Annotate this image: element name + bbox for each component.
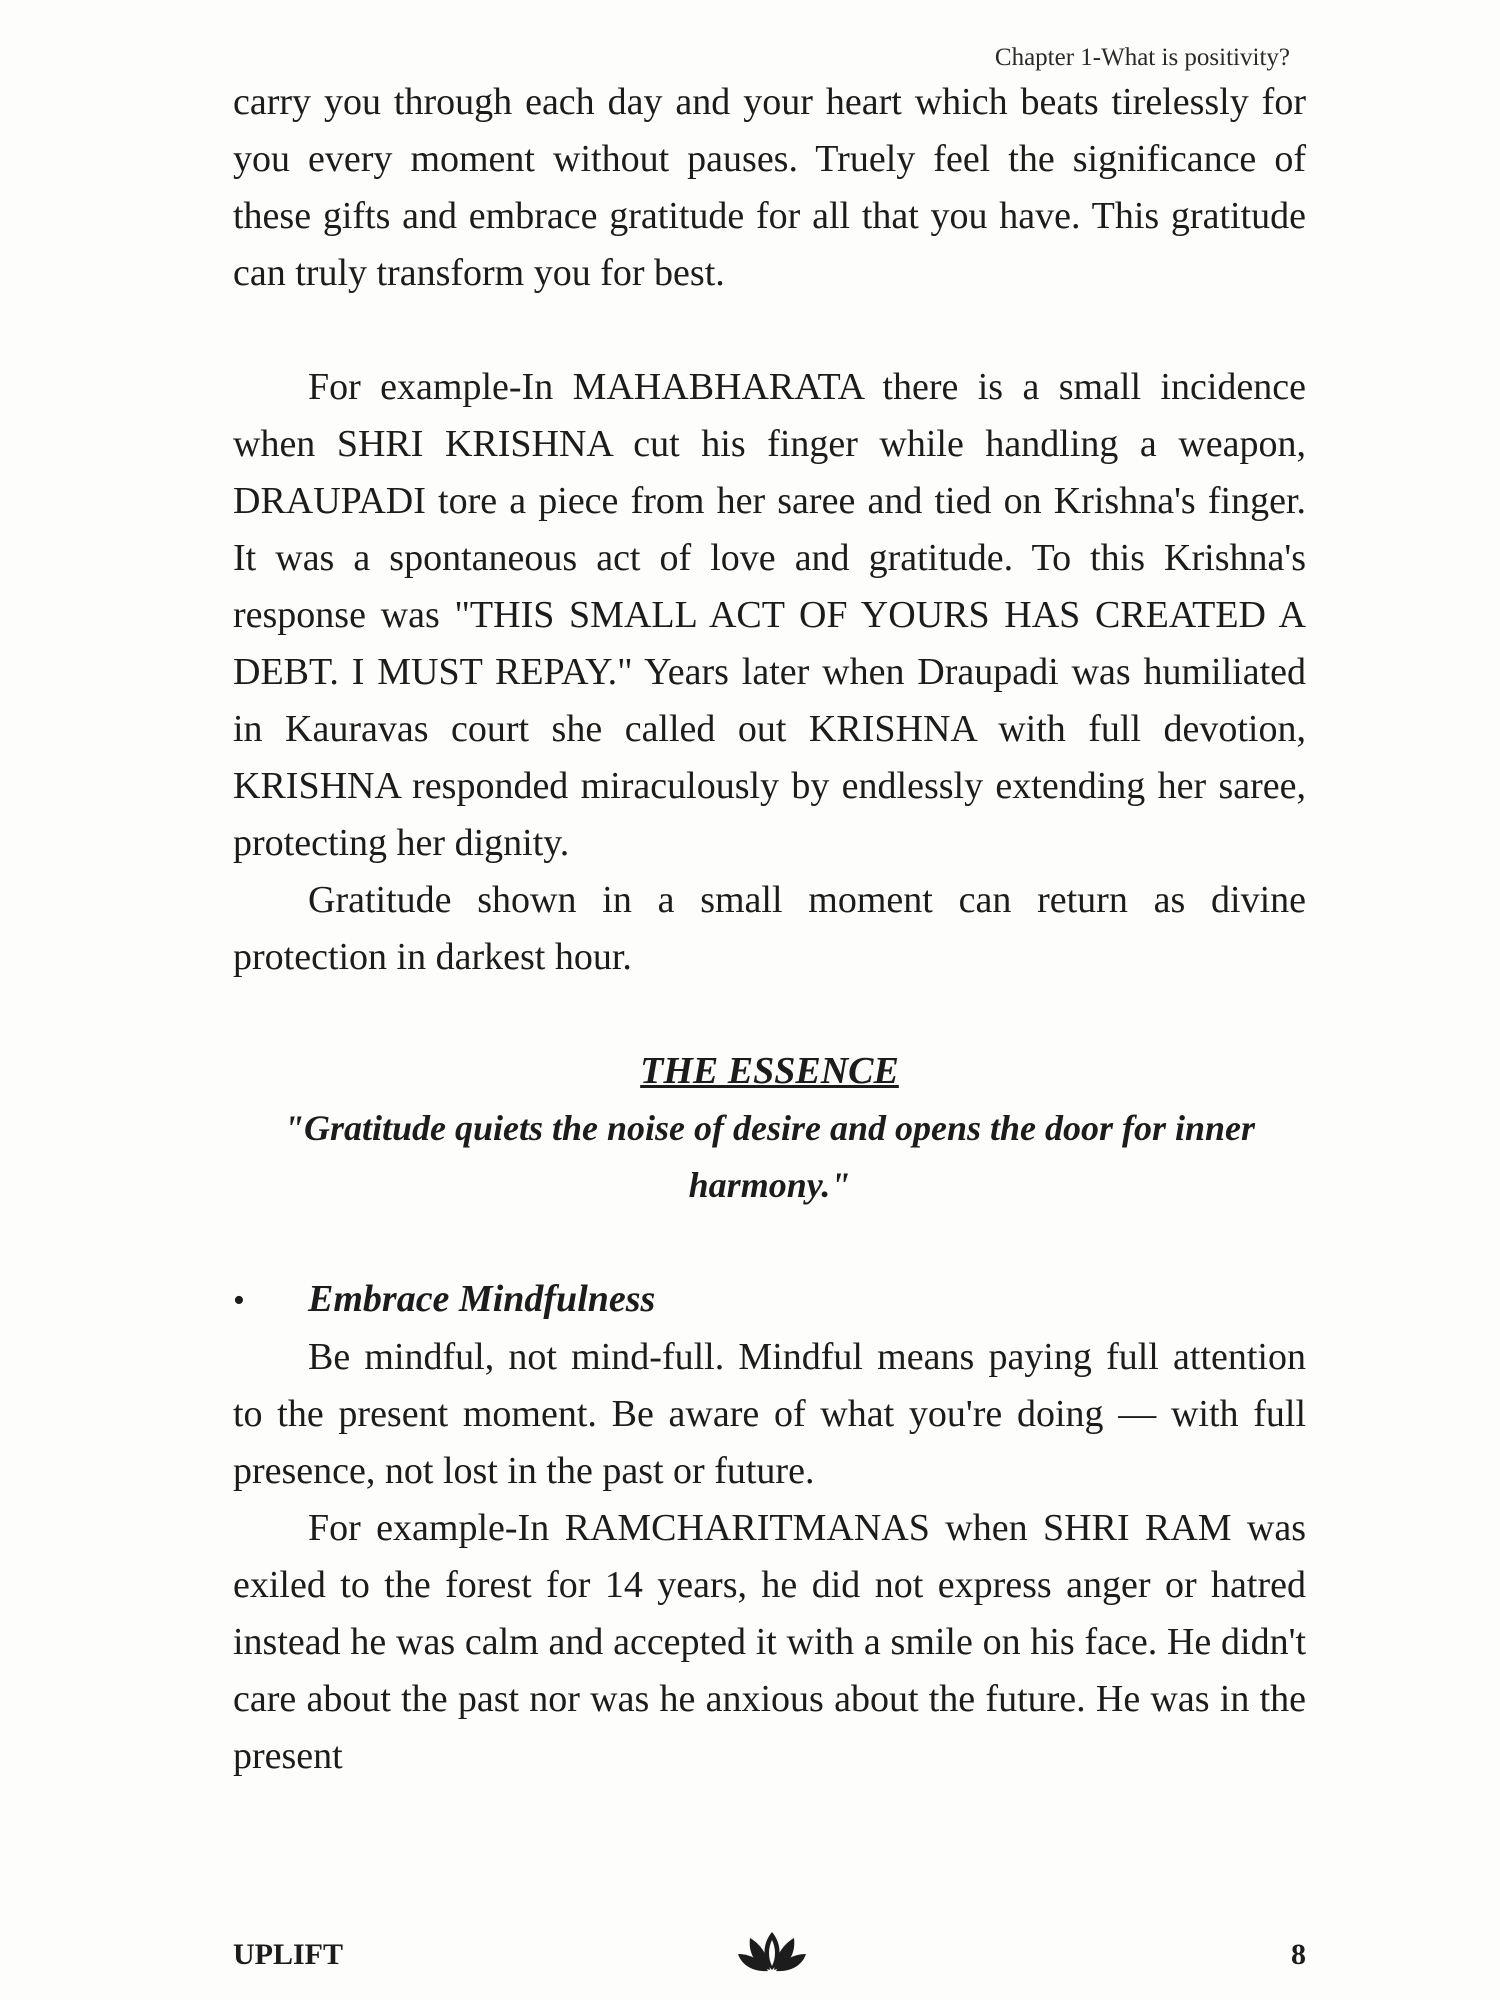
paragraph-gratitude-moral: Gratitude shown in a small moment can return as divine protection in darkest hour.	[233, 879, 1306, 978]
bullet-title: Embrace Mindfulness	[308, 1278, 656, 1320]
paragraph-spacer	[233, 1214, 1306, 1271]
paragraph-spacer	[233, 302, 1306, 359]
lotus-icon	[738, 1930, 806, 1974]
bullet-heading-mindfulness	[233, 1271, 1306, 1329]
paragraph-mindfulness-definition: Be mindful, not mind-full. Mindful means paying full attention to the present moment. Be aware of what you're doing — with full presence, not lost in the past or future.	[233, 1336, 1306, 1492]
page-number: 8	[1291, 1938, 1306, 1971]
essence-quote: "Gratitude quiets the noise of desire and opens the door for inner harmony."	[283, 1108, 1256, 1205]
footer-book-title: UPLIFT	[233, 1938, 344, 1971]
page-footer	[233, 1938, 1306, 1982]
essence-heading: THE ESSENCE	[640, 1050, 899, 1092]
paragraph-ramcharitmanas-example: For example-In RAMCHARITMANAS when SHRI RAM was exiled to the forest for 14 years, he did not express anger or hatred instead he was calm and accepted it with a smile on his face. He didn't care about the past nor was he anxious about the future. He was in the present	[233, 1507, 1306, 1777]
running-header: Chapter 1-What is positivity?	[994, 44, 1290, 71]
bullet-marker: •	[233, 1282, 245, 1319]
paragraph-mahabharata-example: For example-In MAHABHARATA there is a small incidence when SHRI KRISHNA cut his finger while handling a weapon, DRAUPADI tore a piece from her saree and tied on Krishna's finger. It was a spontaneous act of love and gratitude. To this Krishna's response was "THIS SMALL ACT OF YOURS HAS CREATED A DEBT. I MUST REPAY." Years later when Draupadi was humiliated in Kauravas court she called out KRISHNA with full devotion, KRISHNA responded miraculously by endlessly extending her saree, protecting her dignity.	[233, 366, 1306, 864]
paragraph-spacer	[233, 986, 1306, 1043]
paragraph-gratitude-intro: carry you through each day and your heart which beats tirelessly for you every moment without pauses. Truely feel the significance of these gifts and embrace gratitude for all that you have. This gratitude can truly transform you for best.	[233, 81, 1306, 294]
page-body	[233, 74, 1306, 1785]
